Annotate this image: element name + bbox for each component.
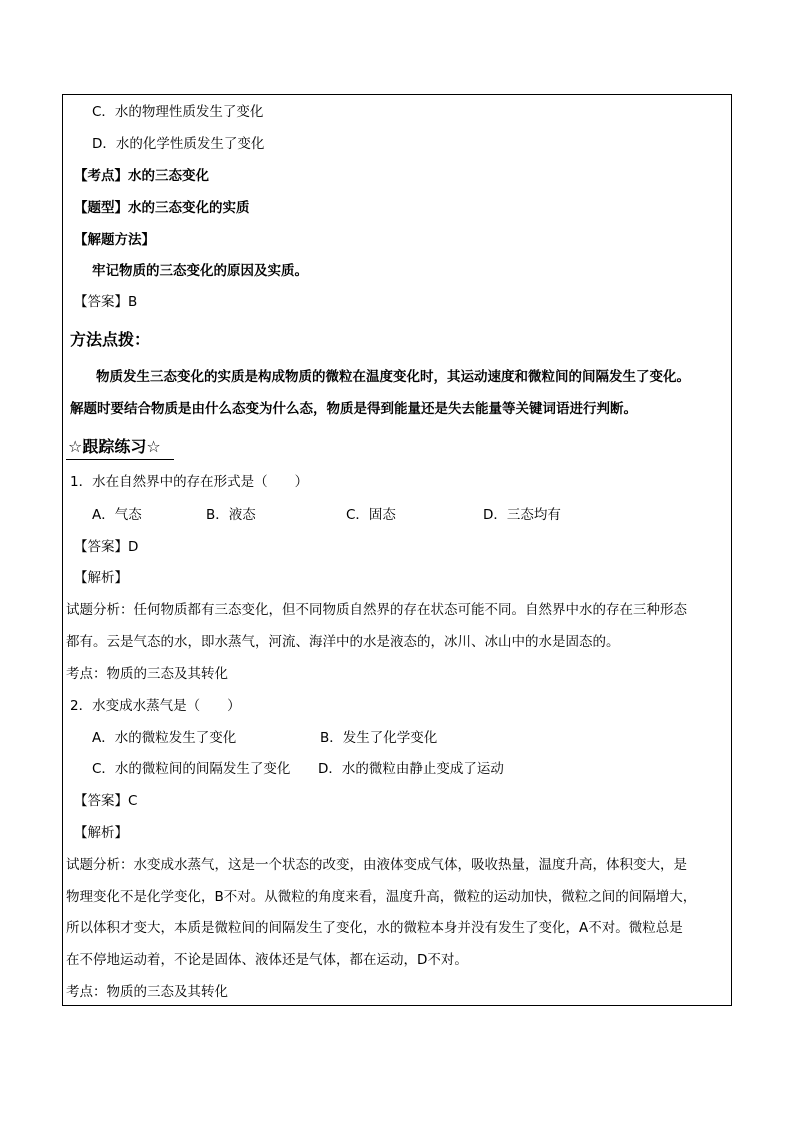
q2-analysis-line-4: 在不停地运动着，不论是固体、液体还是气体，都在运动，D不对。 bbox=[66, 952, 468, 968]
kaodian-label: 【考点】水的三态变化 bbox=[74, 168, 209, 184]
q1-stem: 1．水在自然界中的存在形式是（ ） bbox=[70, 474, 309, 490]
q1-analysis-line-2: 都有。云是气态的水，即水蒸气，河流、海洋中的水是液态的，冰川、冰山中的水是固态的。 bbox=[66, 634, 620, 650]
q1-option-d: D．三态均有 bbox=[483, 507, 561, 523]
q2-option-d: D．水的微粒由静止变成了运动 bbox=[318, 761, 504, 777]
q2-option-a: A．水的微粒发生了变化 bbox=[92, 730, 237, 746]
q1-option-b: B．液态 bbox=[206, 507, 256, 523]
q2-option-c: C．水的微粒间的间隔发生了变化 bbox=[92, 761, 291, 777]
q1-analysis-line-1: 试题分析：任何物质都有三态变化，但不同物质自然界的存在状态可能不同。自然界中水的存在三种形态 bbox=[66, 602, 687, 618]
q2-analysis-label: 【解析】 bbox=[74, 825, 128, 841]
q1-answer: 【答案】D bbox=[74, 539, 139, 555]
method-line-2: 解题时要结合物质是由什么态变为什么态，物质是得到能量还是失去能量等关键词语进行判断。 bbox=[70, 401, 637, 417]
q1-option-a: A．气态 bbox=[92, 507, 142, 523]
jieti-label: 【解题方法】 bbox=[74, 232, 155, 248]
q1-kaodian: 考点：物质的三态及其转化 bbox=[66, 666, 228, 682]
q2-option-b: B．发生了化学变化 bbox=[320, 730, 438, 746]
q1-option-c: C．固态 bbox=[346, 507, 396, 523]
practice-heading: ☆跟踪练习☆ bbox=[68, 437, 161, 456]
answer-prev: 【答案】B bbox=[74, 294, 138, 310]
practice-heading-underline bbox=[66, 459, 174, 460]
q2-analysis-line-2: 物理变化不是化学变化，B不对。从微粒的角度来看，温度升高，微粒的运动加快，微粒之间的间隔增大， bbox=[66, 889, 697, 905]
q2-answer: 【答案】C bbox=[74, 793, 138, 809]
option-d: D．水的化学性质发生了变化 bbox=[92, 136, 265, 152]
jieti-text: 牢记物质的三态变化的原因及实质。 bbox=[92, 263, 308, 279]
q2-stem: 2．水变成水蒸气是（ ） bbox=[70, 698, 241, 714]
option-c: C．水的物理性质发生了变化 bbox=[92, 104, 264, 120]
q1-analysis-label: 【解析】 bbox=[74, 570, 128, 586]
method-line-1: 物质发生三态变化的实质是构成物质的微粒在温度变化时，其运动速度和微粒间的间隔发生了变化。 bbox=[96, 369, 690, 385]
q2-kaodian: 考点：物质的三态及其转化 bbox=[66, 984, 228, 1000]
tixing-label: 【题型】水的三态变化的实质 bbox=[74, 200, 250, 216]
q2-analysis-line-1: 试题分析：水变成水蒸气，这是一个状态的改变，由液体变成气体，吸收热量，温度升高，体积变大，是 bbox=[66, 857, 687, 873]
q2-analysis-line-3: 所以体积才变大，本质是微粒间的间隔发生了变化，水的微粒本身并没有发生了变化，A不对。微粒总是 bbox=[66, 920, 683, 936]
method-heading: 方法点拨： bbox=[70, 330, 151, 349]
